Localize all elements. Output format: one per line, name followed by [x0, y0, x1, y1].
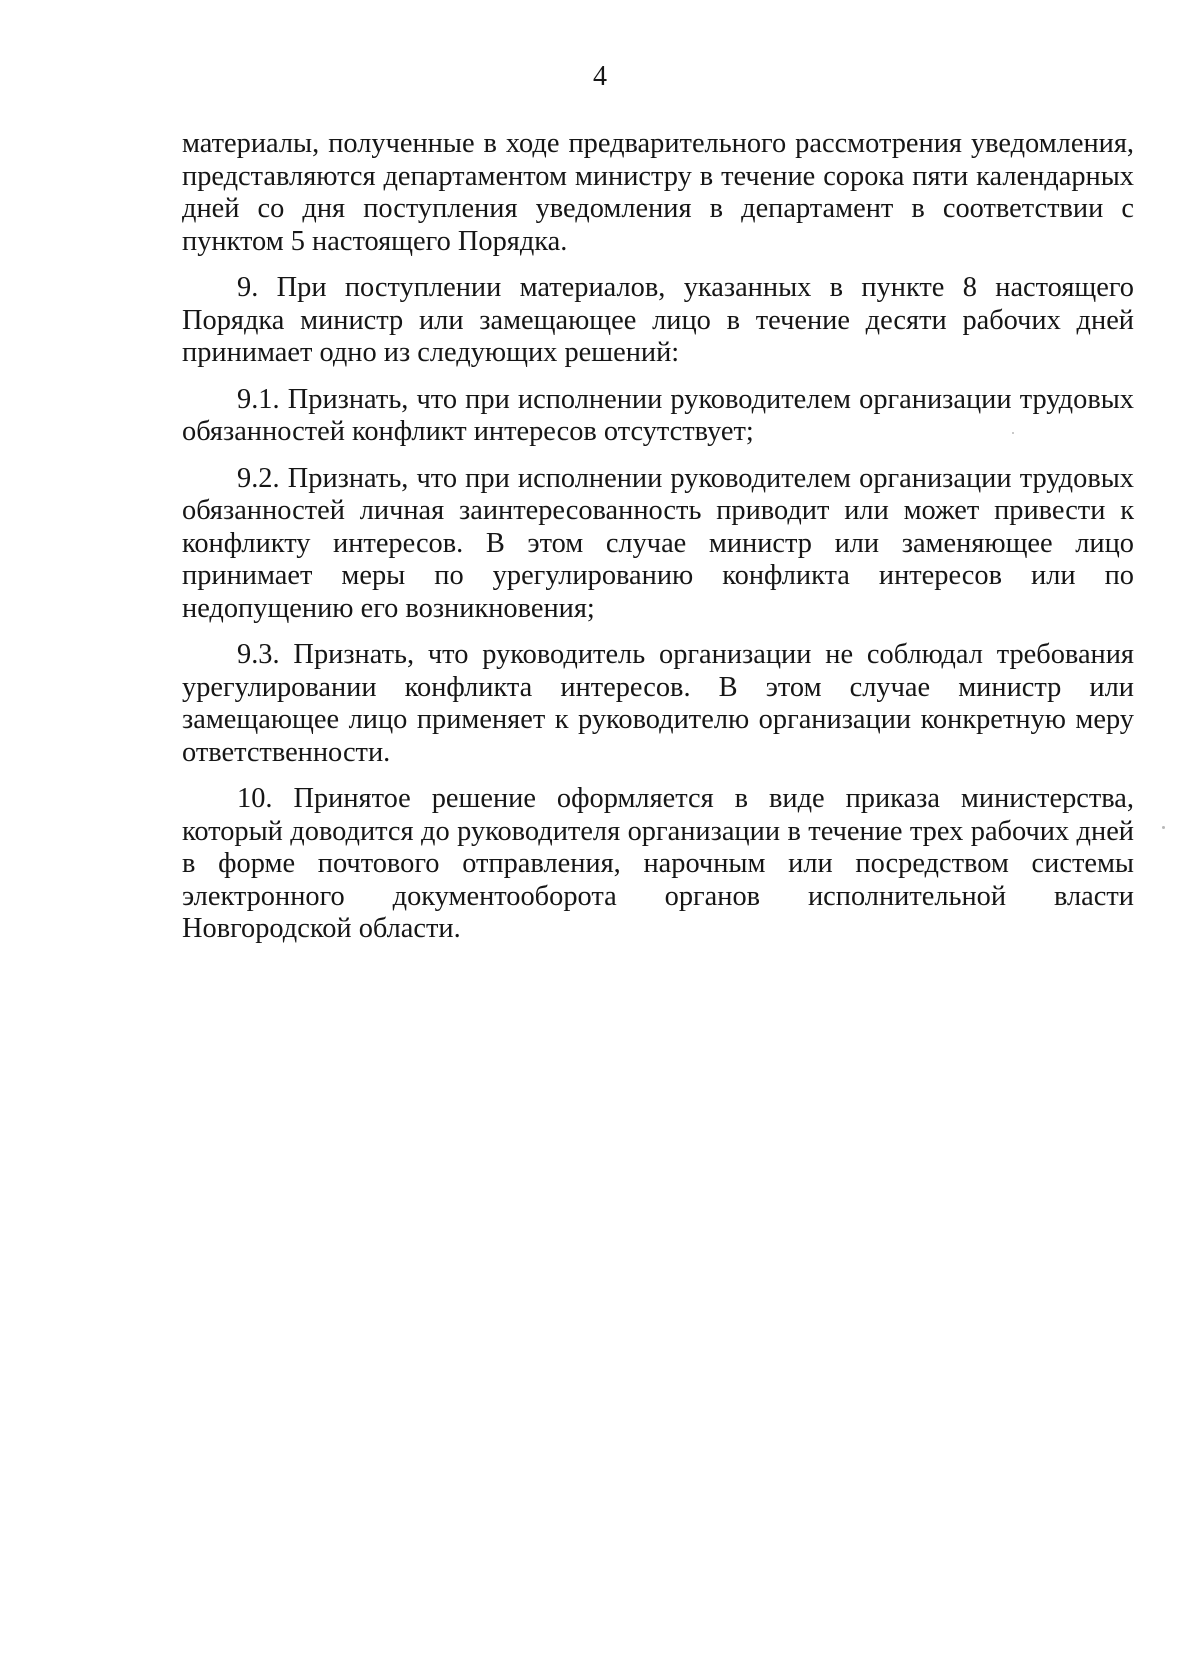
scan-speck [1162, 826, 1165, 829]
paragraph-item-9-1: 9.1. Признать, что при исполнении руководителем организации трудовых обязанностей конфликт интересов отсутствует; [182, 383, 1134, 447]
paragraph-item-9: 9. При поступлении материалов, указанных в пункте 8 настоящего Порядка министр или замещающее лицо в течение десяти рабочих дней принимает одно из следующих решений: [182, 272, 1134, 368]
paragraph-item-10: 10. Принятое решение оформляется в виде приказа министерства, который доводится до руководителя организации в течение трех рабочих дней в форме почтового отправления, нарочным или посредством системы электронного документооборота органов исполнительной власти Новгородской области. [182, 783, 1134, 944]
paragraph-continuation: материалы, полученные в ходе предварительного рассмотрения уведомления, представляются департаментом министру в течение сорока пяти календарных дней со дня поступления уведомления в департамент в соответствии с пунктом 5 настоящего Порядка. [182, 128, 1134, 257]
document-body [182, 128, 1134, 960]
scan-speck [1012, 432, 1014, 434]
paragraph-item-9-3: 9.3. Признать, что руководитель организации не соблюдал требования урегулировании конфликта интересов. В этом случае министр или замещающее лицо применяет к руководителю организации конкретную меру ответственности. [182, 639, 1134, 768]
paragraph-item-9-2: 9.2. Признать, что при исполнении руководителем организации трудовых обязанностей личная заинтересованность приводит или может привести к конфликту интересов. В этом случае министр или заменяющее лицо принимает меры по урегулированию конфликта интересов или по недопущению его возникновения; [182, 462, 1134, 624]
page-number: 4 [593, 61, 607, 92]
